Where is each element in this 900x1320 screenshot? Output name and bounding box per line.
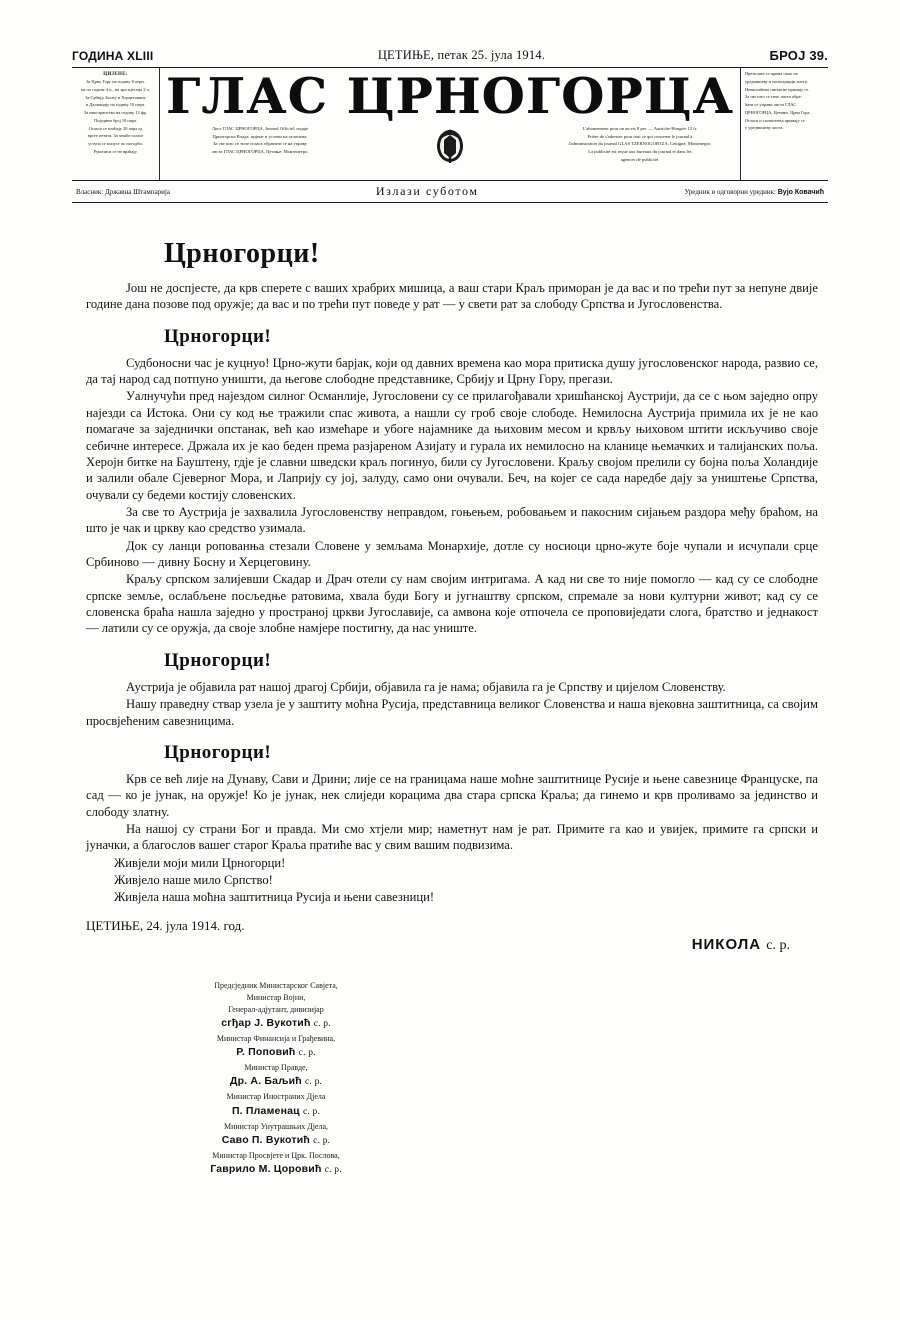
paragraph: За све то Аустрија је захвалила Југословенству неправдом, гоњењем, робовањем и пакосним сијањем раздора међу браћом, на што је чак и цркву као средство узимала. xyxy=(86,504,818,536)
editor-name: Вујо Ковачић xyxy=(777,188,824,196)
paragraph: Нашу праведну ствар узела је у заштиту моћна Русија, представница великог Словенства и наша вјековна заштитница, са својим просвјећеним савезницима. xyxy=(86,697,818,728)
minister-name xyxy=(126,1016,426,1032)
paragraph: Још не доспјесте, да крв сперете с ваших храбрих мишица, а ваш стари Краљ приморан је да вас и по трећи пут за непуне двије године дана позове под оружје; да вас и по трећи пут поведе у рат — у свети рат за слободу Српства и Југословенства. xyxy=(86,281,818,312)
minister-name xyxy=(126,1104,426,1120)
prices-line: За Црну Гору на годину 8 перп. xyxy=(86,79,145,85)
paragraph: На нашој су страни Бог и правда. Ми смо хтјели мир; наметнут нам је рат. Примите га као и увијек, примите га српски и јуначки, а благослов вашег старог Краља пратиће вас у свим вашим подвизима. xyxy=(86,821,818,853)
minister-name-text: П. Пламенац xyxy=(231,1104,300,1117)
publication-frequency: Излази суботом xyxy=(375,184,479,198)
minister-entry xyxy=(126,1150,426,1178)
minister-entry xyxy=(126,1062,426,1090)
minister-sr: с. р. xyxy=(313,1019,331,1030)
minister-name-text: сгђар Ј. Вукотић xyxy=(221,1017,311,1030)
year-label: ГОДИНА XLIII xyxy=(72,49,154,63)
terms-line: ћати се управи листа ГЛАС xyxy=(744,102,797,107)
subscription-terms-box xyxy=(740,68,828,180)
closing-cheers xyxy=(86,855,818,906)
paragraph: Судбоносни час је куцнуо! Црно-жути барјак, који од давних времена као мора притиска душу југословенског народа, развио се, да тај народ сад потпуно уништи, да његове слободне представнике, Србију и Црну Гору, прегази. xyxy=(86,355,818,387)
minister-entry xyxy=(126,1033,426,1061)
paper-title: ГЛАС ЦРНОГОРЦА xyxy=(166,67,734,125)
minister-sr: с. р. xyxy=(298,1048,316,1059)
minister-title: Министар Војни, xyxy=(246,992,306,1002)
paragraph: Док су ланци ропованња стезали Словене у земљама Монархије, дотле су носиоци црно-жуте боје чупали и исчупали срце Србиново — дивну Босну и Херцеговину. xyxy=(86,538,818,570)
subinfo-line: agences de publicité. xyxy=(620,156,660,162)
proclamation-body xyxy=(86,238,818,1179)
masthead-bottom-line xyxy=(72,181,828,203)
minister-title: Предсједник Министарског Савјета, xyxy=(214,980,338,990)
issue-number: БРОЈ 39. xyxy=(769,48,828,63)
terms-line: Огласи и саопштења примају се xyxy=(744,117,805,123)
masthead-top-line xyxy=(72,48,828,66)
terms-line: у уредништву листа. xyxy=(744,125,784,131)
subinfo-line: Лист ГЛАС ЦРНОГОРЦА, Journal Officiel, издаје xyxy=(211,125,309,131)
prices-line: на по године 4 п., на три мјесеца 2 п. xyxy=(81,86,150,92)
minister-name xyxy=(126,1074,426,1090)
cheer-line: Живјели моји мили Црногорци! xyxy=(114,855,286,870)
paragraph: Уалнучући пред најездом силног Османлије, Југословени су се прилагођавали хришћанској Аустрији, да се с њом заједно опру најезди са Истока. Они су код ње тражили спас живота, а нашли су гроб своје слободе. Немилосна Аустрија примила их је не као помагаче за заједнички опстанак, већ као измећаре и убоге најамнике да њиховим месом и крвљу њиховом штити искључиво своје себичне интересе. Држала их је као беден према разјареном Азијату и гурала их немилосно на кланице њемачких и талијанских поља. Херојн битке на Бауштену, гдје је славни шведски краљ погинуо, били су Југословени. Краљу својом прелили су бојна поља Холандије и залили обале Сјеверног Мора, и Лаприју су јој, залуду, само они очували. Беч, на којег се сада наредбе дају за уништење Српства, очували су бедеми костију словенских. xyxy=(86,389,818,502)
cheer-line: Живјело наше мило Српство! xyxy=(114,873,273,888)
cheer-line: Живјела наша моћна заштитница Русија и њени савезници! xyxy=(114,890,435,905)
minister-name xyxy=(126,1162,426,1178)
place-date: ЦЕТИЊЕ, петак 25. јула 1914. xyxy=(377,48,546,62)
coat-of-arms-icon xyxy=(428,126,472,166)
proclamation-heading-2: Црногорци! xyxy=(164,325,272,347)
paragraph: Краљу српском залијевши Скадар и Драч отели су нам својим интригама. А кад ни све то није помогло — кад су се слободне српске земље, ослабљене посљедње ратовима, хвала буди Богу и југнаштву српском, спремале за нови културни живот; кад су се словенска браћа нашла заједно у пространој цркви Југославије, са амвона које отпочела се проповиједати слога, братство и једнакост — латили су се оружја, да своје злобне намјере постигну, да нас униште. xyxy=(86,572,818,636)
subinfo-right xyxy=(546,126,734,164)
paragraph: Аустрија је објавила рат нашој драгој Србији, објавила га је нама; објавила га је Српству и цијелом Словенству. xyxy=(126,679,726,694)
minister-name-text: Р. Поповић xyxy=(236,1046,296,1059)
subinfo-line: За све што се тиче огласа обратити се на управу xyxy=(213,141,307,147)
prices-line: За иностранство на годину 12 фр. xyxy=(84,110,147,116)
minister-name-text: Др. А. Баљић xyxy=(229,1075,302,1088)
king-name: НИКОЛА xyxy=(691,935,762,953)
minister-title: Министар Финансија и Грађевина, xyxy=(216,1034,336,1044)
minister-entry xyxy=(126,1121,426,1149)
terms-line: Претплата се прима само на xyxy=(744,71,798,76)
signature-row xyxy=(86,936,818,966)
minister-title: Министар Просвјете и Црк. Послова, xyxy=(212,1150,340,1160)
publisher-label: Власник: Државна Штампарија xyxy=(76,187,170,196)
minister-title: Министар Унутрашњих Дјела, xyxy=(223,1121,329,1131)
proclamation-heading-3: Црногорци! xyxy=(164,649,272,671)
masthead xyxy=(72,48,828,203)
subinfo-line: Црногорска Влада: цијене и услови на огласима. xyxy=(212,133,308,139)
prices-line: Огласи се плаћају 20 пара од xyxy=(88,125,143,131)
king-signature xyxy=(692,936,790,954)
terms-line: За све што се тиче листа обра- xyxy=(744,94,802,100)
paragraph: Крв се већ лије на Дунаву, Сави и Дрини; лије се на границама наше моћне заштитнице Русије и њене савезнице Француске, па сад — ко је јунак, на оружје! Ко је јунак, нек слиједи корацима два стара српска Краља; да гинемо и крв проливамо за јединство и слободу златну. xyxy=(86,771,818,819)
minister-entry xyxy=(126,980,426,1032)
proclamation-heading-4: Црногорци! xyxy=(164,741,272,763)
terms-line: уредништву и експедицији листа. xyxy=(744,78,808,84)
subinfo-left xyxy=(166,126,354,157)
proclamation-heading-1: Црногорци! xyxy=(164,238,320,269)
minister-title: Министар Иностраних Дјела xyxy=(226,1092,326,1102)
minister-name xyxy=(126,1133,426,1149)
editor-label: Уредник и одговорни уредник: xyxy=(684,187,776,196)
terms-line: ЦРНОГОРЦА, Цетиње, Црна Гора. xyxy=(744,109,811,115)
minister-sr: с. р. xyxy=(313,1135,331,1146)
subinfo-line: La publicité est reçue aux bureaux du journal et dans les xyxy=(588,148,692,154)
prices-line: Рукописи се не враћају. xyxy=(93,148,138,154)
minister-sr: с. р. xyxy=(305,1077,323,1088)
ministers-signatures xyxy=(86,980,426,1178)
subinfo-line: Prière de s'adresser pour tout ce qui concerne le journal à xyxy=(587,133,693,139)
minister-name-text: Саво П. Вукотић xyxy=(221,1133,311,1146)
subscription-prices-box xyxy=(72,68,160,180)
king-signature-abbrev: с. р. xyxy=(766,937,790,953)
prices-heading: ЦИЈЕНЕ: xyxy=(103,72,128,77)
prices-line: и Далмацију на годину 10 перп. xyxy=(85,102,146,108)
minister-title: Министар Правде, xyxy=(244,1063,308,1073)
minister-entry xyxy=(126,1091,426,1119)
masthead-center xyxy=(160,68,740,180)
minister-title: Генерал-адјутант, дивизијар xyxy=(228,1005,324,1015)
prices-line: За Србију, Босну и Херцеговину xyxy=(85,94,146,100)
subinfo-line: листа ГЛАС ЦРНОГОРЦА, Цетиње, Монтенегро. xyxy=(211,148,309,154)
masthead-subinfo xyxy=(166,126,734,166)
editor-line xyxy=(684,188,824,196)
prices-line: уступа се попуст по погодби. xyxy=(88,141,143,147)
minister-sr: с. р. xyxy=(302,1106,321,1117)
terms-line: Ненаплаћена писма не примају се. xyxy=(744,86,810,92)
minister-sr: с. р. xyxy=(324,1164,342,1175)
prices-line: Поједини број 10 пара. xyxy=(94,117,137,123)
masthead-body xyxy=(72,68,828,181)
subinfo-line: l'administration du journal GLAS TZERNOGORTZA, Cettigné, Montenegro. xyxy=(568,141,712,147)
prices-line: врсте петита. За чешће огласе xyxy=(87,133,144,139)
dateline: ЦЕТИЊЕ, 24. јула 1914. год. xyxy=(86,917,245,933)
minister-name xyxy=(126,1045,426,1061)
minister-name-text: Гаврило М. Цоровић xyxy=(210,1162,322,1175)
subinfo-line: L'abonnement pour un an est 8 per. — Autriche-Hongrie 12 fr. xyxy=(582,125,698,131)
